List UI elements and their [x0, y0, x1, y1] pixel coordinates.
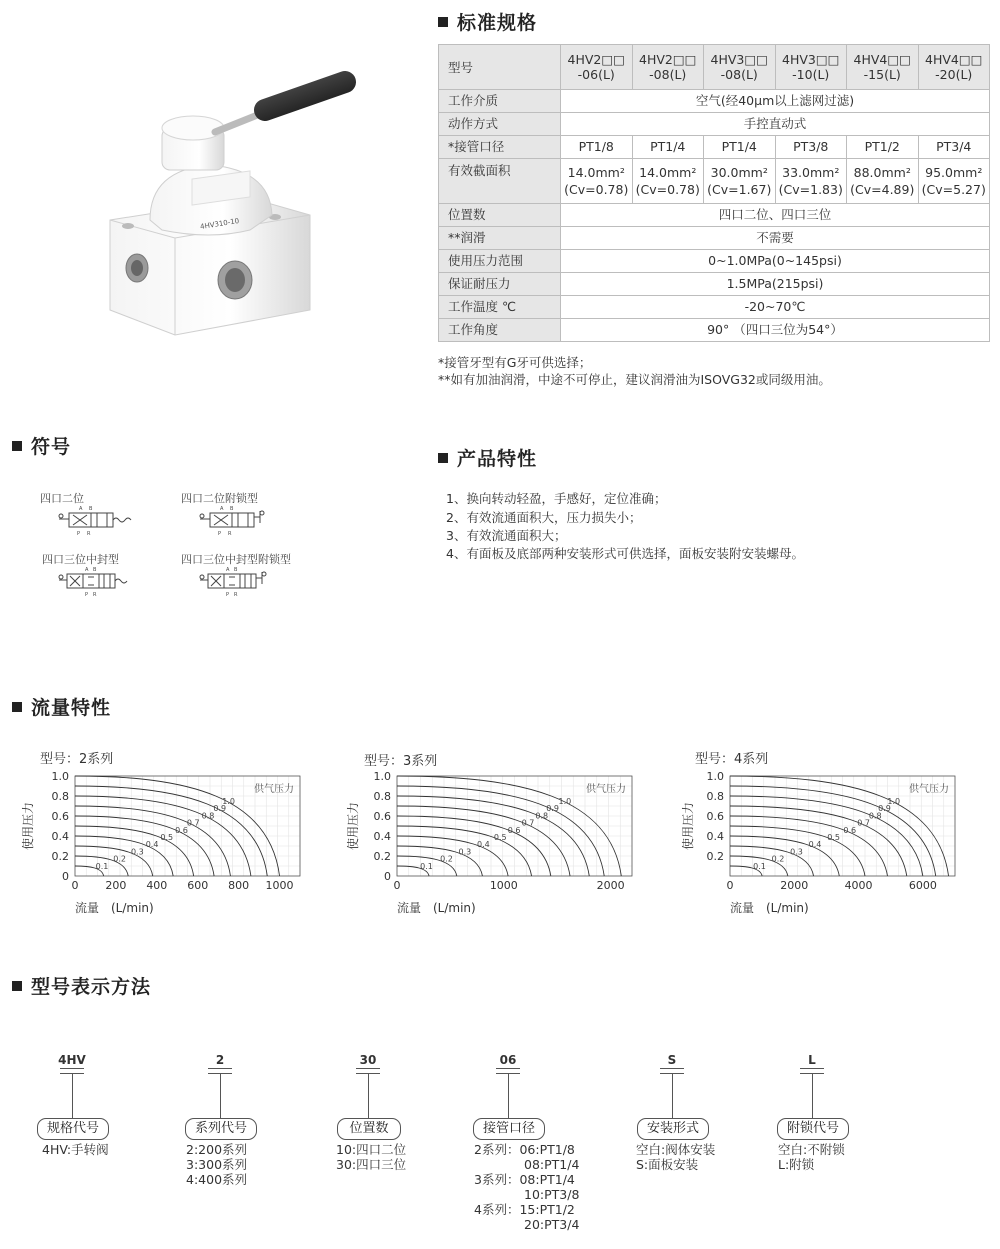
- x-tick-label: 2000: [596, 879, 625, 892]
- spec-table: [438, 44, 990, 342]
- symbol-label: 四口三位中封型附锁型: [181, 553, 291, 566]
- model-code-description: 空白:不附锁 L:附锁: [778, 1142, 845, 1172]
- table-row: 工作介质 空气(经40μm以上滤网过滤): [439, 90, 990, 113]
- flow-chart-3-series: [345, 762, 640, 922]
- curve-label: 0.9: [878, 804, 891, 814]
- valve-symbol-3pos: [55, 564, 135, 598]
- table-row: [439, 45, 990, 90]
- model-code-label: 位置数: [337, 1118, 401, 1140]
- svg-text:A: A: [226, 567, 230, 573]
- table-row: **润滑 不需要: [439, 227, 990, 250]
- curve-label: 0.5: [493, 833, 507, 842]
- model-code-label: 附锁代号: [777, 1118, 849, 1140]
- y-tick-label: 1.0: [373, 770, 391, 783]
- valve-symbol-3pos-lock: [196, 564, 276, 598]
- model-code-label: 接管口径: [473, 1118, 545, 1140]
- svg-text:B: B: [230, 506, 234, 512]
- curve-label: 0.3: [458, 847, 472, 857]
- svg-text:P: P: [218, 531, 222, 537]
- model-code-segment: 2: [215, 1053, 225, 1067]
- curve-label: 0.2: [113, 854, 127, 864]
- section-square-icon: [438, 453, 448, 463]
- curve-label: 0.4: [808, 840, 822, 850]
- curve-label: 0.6: [507, 825, 521, 835]
- curve-label: 0.7: [857, 818, 871, 828]
- model-cell: 4HV4□□ -15(L): [847, 45, 919, 90]
- x-tick-label: 0: [726, 879, 734, 892]
- x-tick-label: 0: [71, 879, 79, 892]
- x-tick-label: 800: [228, 879, 250, 892]
- x-tick-label: 2000: [780, 879, 809, 892]
- y-tick-label: 1.0: [706, 770, 724, 783]
- curve-label: 0.4: [476, 840, 490, 850]
- x-tick-label: 200: [105, 879, 127, 892]
- model-cell: 4HV3□□ -08(L): [704, 45, 776, 90]
- connector-line: [368, 1073, 369, 1119]
- y-tick-label: 0.8: [373, 790, 391, 803]
- model-code-segment: L: [808, 1053, 816, 1067]
- model-code-label: 规格代号: [37, 1118, 109, 1140]
- curve-label: 0.5: [827, 833, 840, 842]
- x-tick-label: 0: [393, 879, 401, 892]
- svg-text:B: B: [93, 567, 97, 573]
- section-square-icon: [12, 981, 22, 991]
- table-row: 位置数 四口二位、四口三位: [439, 204, 990, 227]
- y-tick-label: 0.8: [51, 790, 69, 803]
- section-square-icon: [438, 17, 448, 27]
- curve-label: 0.3: [790, 847, 803, 857]
- spec-title: 标准规格: [438, 8, 537, 35]
- model-code-label: 系列代号: [185, 1118, 257, 1140]
- y-tick-label: 1.0: [51, 770, 69, 783]
- feature-item: 3、有效流通面积大；: [446, 528, 567, 543]
- y-tick-label: 0.4: [706, 830, 724, 843]
- curve-label: 0.6: [175, 825, 188, 835]
- supply-pressure-label: 供气压力: [254, 784, 294, 795]
- header-label: 型号: [439, 45, 561, 90]
- curve-label: 0.8: [535, 811, 549, 821]
- model-code-description: 4HV:手转阀: [42, 1142, 109, 1157]
- spec-note: **如有加油润滑，中途不可停止，建议润滑油为ISOVG32或同级用油。: [438, 372, 831, 387]
- symbol-label: 四口三位中封型: [42, 553, 119, 566]
- curve-label: 0.9: [546, 804, 559, 814]
- y-axis-label: 使用压力: [21, 801, 35, 851]
- symbol-label: 四口二位: [40, 492, 84, 505]
- curve-label: 0.6: [843, 825, 857, 835]
- svg-text:R: R: [87, 531, 91, 537]
- symbol-label: 四口二位附锁型: [181, 492, 258, 505]
- y-axis-label: 使用压力: [681, 801, 695, 851]
- svg-text:A: A: [79, 506, 83, 512]
- svg-text:P: P: [226, 592, 230, 598]
- chart-title: 型号：2系列: [40, 752, 114, 767]
- svg-text:A: A: [85, 567, 89, 573]
- curve-label: 0.1: [753, 861, 766, 871]
- svg-text:B: B: [89, 506, 93, 512]
- curve-label: 0.2: [440, 854, 453, 864]
- model-cell: 4HV3□□ -10(L): [775, 45, 847, 90]
- table-row: 工作温度 ℃ -20~70℃: [439, 296, 990, 319]
- x-tick-label: 1000: [489, 879, 518, 892]
- valve-symbol-2pos-lock: [196, 503, 276, 537]
- curve-label: 1.0: [222, 797, 236, 806]
- table-row: *接管口径 PT1/8 PT1/4 PT1/4 PT3/8 PT1/2 PT3/4: [439, 136, 990, 159]
- curve-label: 0.3: [130, 847, 144, 857]
- curve-label: 0.1: [95, 861, 109, 871]
- chart-title: 型号：3系列: [364, 754, 438, 769]
- flow-title: 流量特性: [12, 693, 111, 720]
- features-title: 产品特性: [438, 444, 537, 471]
- model-code-segment: 06: [499, 1053, 517, 1067]
- svg-text:P: P: [77, 531, 81, 537]
- curve-label: 0.9: [213, 804, 227, 814]
- curve-label: 0.7: [186, 818, 200, 828]
- table-row: 动作方式 手控直动式: [439, 113, 990, 136]
- y-tick-label: 0.4: [373, 830, 391, 843]
- svg-text:B: B: [234, 567, 238, 573]
- model-code-segment: S: [667, 1053, 677, 1067]
- curve-label: 1.0: [887, 797, 901, 806]
- y-axis-label: 使用压力: [346, 801, 360, 851]
- curve-label: 0.2: [771, 854, 785, 864]
- connector-line: [672, 1073, 673, 1119]
- y-tick-label: 0.6: [373, 810, 391, 823]
- chart-title: 型号：4系列: [695, 752, 769, 767]
- x-axis-label: 流量 (L/min): [730, 901, 809, 915]
- product-image: [100, 70, 360, 340]
- table-row: 工作角度 90° （四口三位为54°）: [439, 319, 990, 342]
- curve-label: 0.7: [521, 818, 535, 828]
- symbol-title: 符号: [12, 432, 71, 459]
- y-tick-label: 0.4: [51, 830, 69, 843]
- table-row: 使用压力范围 0~1.0MPa(0~145psi): [439, 250, 990, 273]
- model-code-segment: 30: [359, 1053, 377, 1067]
- curve-label: 0.8: [868, 811, 882, 821]
- y-tick-label: 0.2: [706, 850, 724, 863]
- model-code-description: 2:200系列 3:300系列 4:400系列: [186, 1142, 248, 1187]
- section-square-icon: [12, 441, 22, 451]
- svg-text:R: R: [234, 592, 238, 598]
- curve-label: 1.0: [558, 797, 572, 806]
- connector-line: [220, 1073, 221, 1119]
- curve-label: 0.8: [201, 811, 215, 821]
- spec-note: *接管牙型有G牙可供选择；: [438, 355, 592, 370]
- y-tick-label: 0: [62, 870, 69, 883]
- x-tick-label: 600: [187, 879, 209, 892]
- x-tick-label: 4000: [844, 879, 873, 892]
- x-tick-label: 400: [146, 879, 168, 892]
- curve-label: 0.1: [420, 861, 433, 871]
- y-tick-label: 0.2: [373, 850, 391, 863]
- x-tick-label: 1000: [265, 879, 294, 892]
- feature-item: 4、有面板及底部两种安装形式可供选择，面板安装附安装螺母。: [446, 546, 804, 561]
- x-axis-label: 流量 (L/min): [397, 901, 476, 915]
- model-cell: 4HV2□□ -08(L): [632, 45, 704, 90]
- model-cell: 4HV4□□ -20(L): [918, 45, 990, 90]
- model-code-label: 安装形式: [637, 1118, 709, 1140]
- section-square-icon: [12, 702, 22, 712]
- flow-chart-2-series: [20, 762, 310, 922]
- x-axis-label: 流量 (L/min): [75, 901, 154, 915]
- model-code-description: 2系列：06:PT1/8 08:PT1/4 3系列：08:PT1/4 10:PT3/8 4系列：15:PT1/2 20:PT3/4: [474, 1142, 580, 1232]
- curve-label: 0.4: [145, 840, 159, 850]
- model-code-description: 10:四口二位 30:四口三位: [336, 1142, 407, 1172]
- product-label: 4HV310-10: [199, 216, 240, 232]
- supply-pressure-label: 供气压力: [586, 784, 626, 795]
- curve-label: 0.5: [160, 833, 174, 842]
- y-tick-label: 0: [384, 870, 391, 883]
- model-code-title: 型号表示方法: [12, 972, 151, 999]
- svg-text:A: A: [220, 506, 224, 512]
- svg-text:R: R: [228, 531, 232, 537]
- valve-symbol-2pos: [55, 503, 135, 537]
- table-row: 有效截面积 14.0mm² (Cv=0.78) 14.0mm² (Cv=0.78) 30.0mm² (Cv=1.67) 33.0mm² (Cv=1.83) 88.0mm² (Cv=4.89) 95.0mm² (Cv=5.27): [439, 159, 990, 204]
- feature-item: 1、换向转动轻盈，手感好，定位准确；: [446, 491, 667, 506]
- connector-line: [508, 1073, 509, 1119]
- model-code-description: 空白:阀体安装 S:面板安装: [636, 1142, 716, 1172]
- model-code-segment: 4HV: [58, 1053, 86, 1067]
- svg-text:R: R: [93, 592, 97, 598]
- y-tick-label: 0.2: [51, 850, 69, 863]
- svg-text:P: P: [85, 592, 89, 598]
- connector-line: [72, 1073, 73, 1119]
- feature-item: 2、有效流通面积大，压力损失小；: [446, 510, 642, 525]
- model-cell: 4HV2□□ -06(L): [561, 45, 633, 90]
- y-tick-label: 0.8: [706, 790, 724, 803]
- y-tick-label: 0.6: [51, 810, 69, 823]
- y-tick-label: 0.6: [706, 810, 724, 823]
- table-row: 保证耐压力 1.5MPa(215psi): [439, 273, 990, 296]
- supply-pressure-label: 供气压力: [909, 784, 949, 795]
- connector-line: [812, 1073, 813, 1119]
- x-tick-label: 6000: [908, 879, 937, 892]
- flow-chart-4-series: [680, 762, 970, 922]
